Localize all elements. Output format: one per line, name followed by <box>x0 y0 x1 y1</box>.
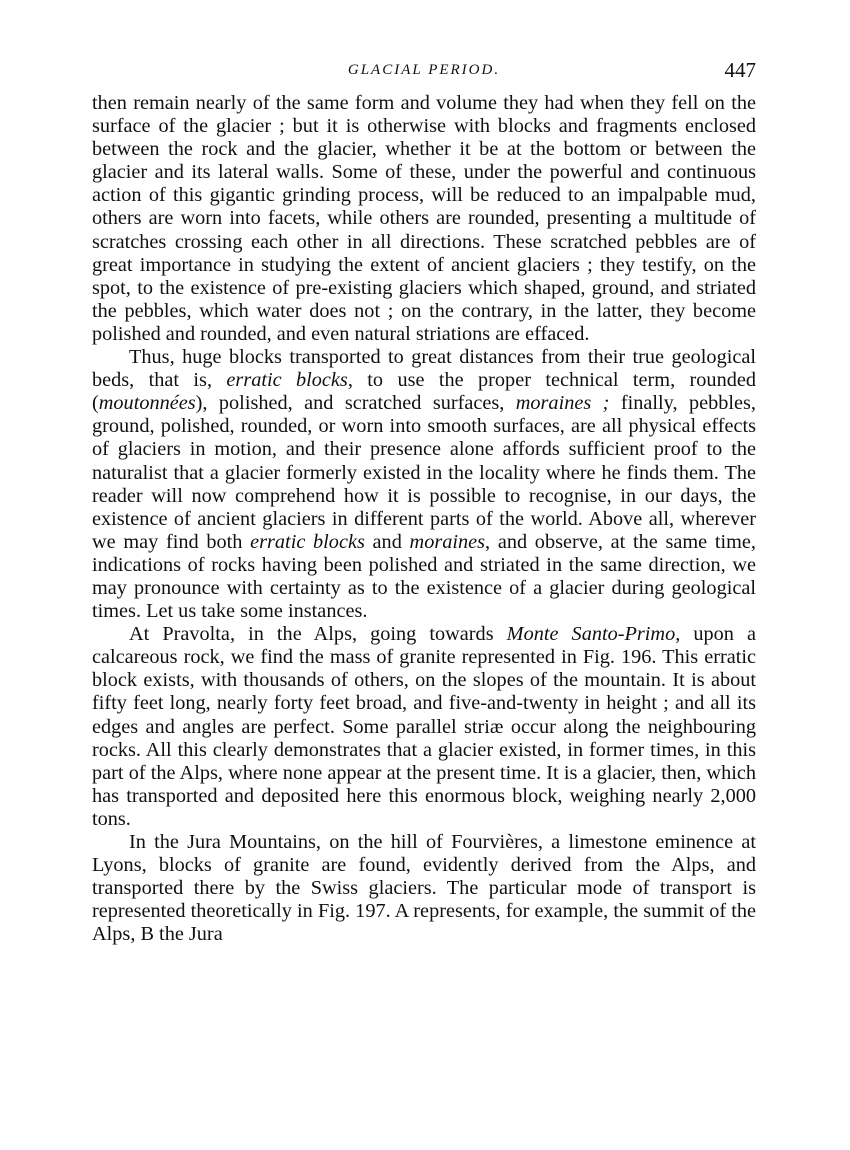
italic-term: moraines <box>409 530 486 553</box>
text-run: Thus, huge blocks transported to great distances from their true geological beds, that is, <box>92 346 756 392</box>
running-head <box>92 58 756 92</box>
text-run: finally, pebbles, ground, polished, rounded, or worn into smooth surfaces, are all physical effects of glaciers in motion, and their presence alone affords sufficient proof to the naturalist that a glacier formerly existed in the locality where he finds them. The reader will now comprehend how it is possible to recognise, in our days, the existence of ancient glaciers in different parts of the world. Above all, wherever we may find both <box>92 392 756 553</box>
paragraph <box>92 831 756 946</box>
italic-term: moutonnées <box>98 392 196 415</box>
text-run: then remain nearly of the same form and volume they had when they fell on the surface of the glacier ; but it is otherwise with blocks and fragments enclosed between the rock and the glacier, whether it be at the bottom or between the glacier and its lateral walls. Some of these, under the powerful and continuous action of this gigantic grinding process, will be reduced to an impalpable mud, others are worn into facets, while others are rounded, presenting a multitude of scratches crossing each other in all directions. These scratched pebbles are of great importance in studying the extent of ancient glaciers ; they testify, on the spot, to the existence of pre-existing glaciers which shaped, ground, and striated the pebbles, which water does not ; on the contrary, in the latter, they become polished and rounded, and even natural striations are effaced. <box>92 92 756 345</box>
book-page <box>92 58 756 946</box>
body-text <box>92 92 756 946</box>
text-run: , upon a calcareous rock, we find the mass of granite represented in Fig. 196. This erratic block exists, with thousands of others, on the slopes of the mountain. It is about fifty feet long, nearly forty feet broad, and five-and-twenty in height ; and all its edges and angles are perfect. Some parallel striæ occur along the neighbouring rocks. All this clearly demonstrates that a glacier existed, in former times, in this part of the Alps, where none appear at the present time. It is a glacier, then, which has transported and deposited here this enormous block, weighing nearly 2,000 tons. <box>92 623 756 830</box>
text-run: , to use the proper technical term, rounded ( <box>92 369 756 415</box>
text-run: ), polished, and scratched surfaces, <box>195 392 516 415</box>
text-run: , and observe, at the same time, indications of rocks having been polished and striated in the same direction, we may pronounce with certainty as to the existence of a glacier during geological times. Let us take some instances. <box>92 530 756 623</box>
text-run: At Pravolta, in the Alps, going towards <box>129 623 507 646</box>
italic-term: Monte Santo-Primo <box>506 623 676 646</box>
text-run: In the Jura Mountains, on the hill of Fourvières, a limestone eminence at Lyons, blocks of granite are found, evidently derived from the Alps, and transported there by the Swiss glaciers. The particular mode of transport is represented theoretically in Fig. 197. A represents, for example, the summit of the Alps, B the Jura <box>92 831 756 946</box>
italic-term: erratic blocks <box>226 369 348 392</box>
paragraph <box>92 346 756 623</box>
paragraph <box>92 92 756 346</box>
paragraph <box>92 623 756 831</box>
text-run: and <box>364 530 410 553</box>
italic-term: moraines ; <box>515 392 610 415</box>
running-title: GLACIAL PERIOD. <box>347 62 501 78</box>
page-number: 447 <box>724 58 756 82</box>
italic-term: erratic blocks <box>250 530 365 553</box>
